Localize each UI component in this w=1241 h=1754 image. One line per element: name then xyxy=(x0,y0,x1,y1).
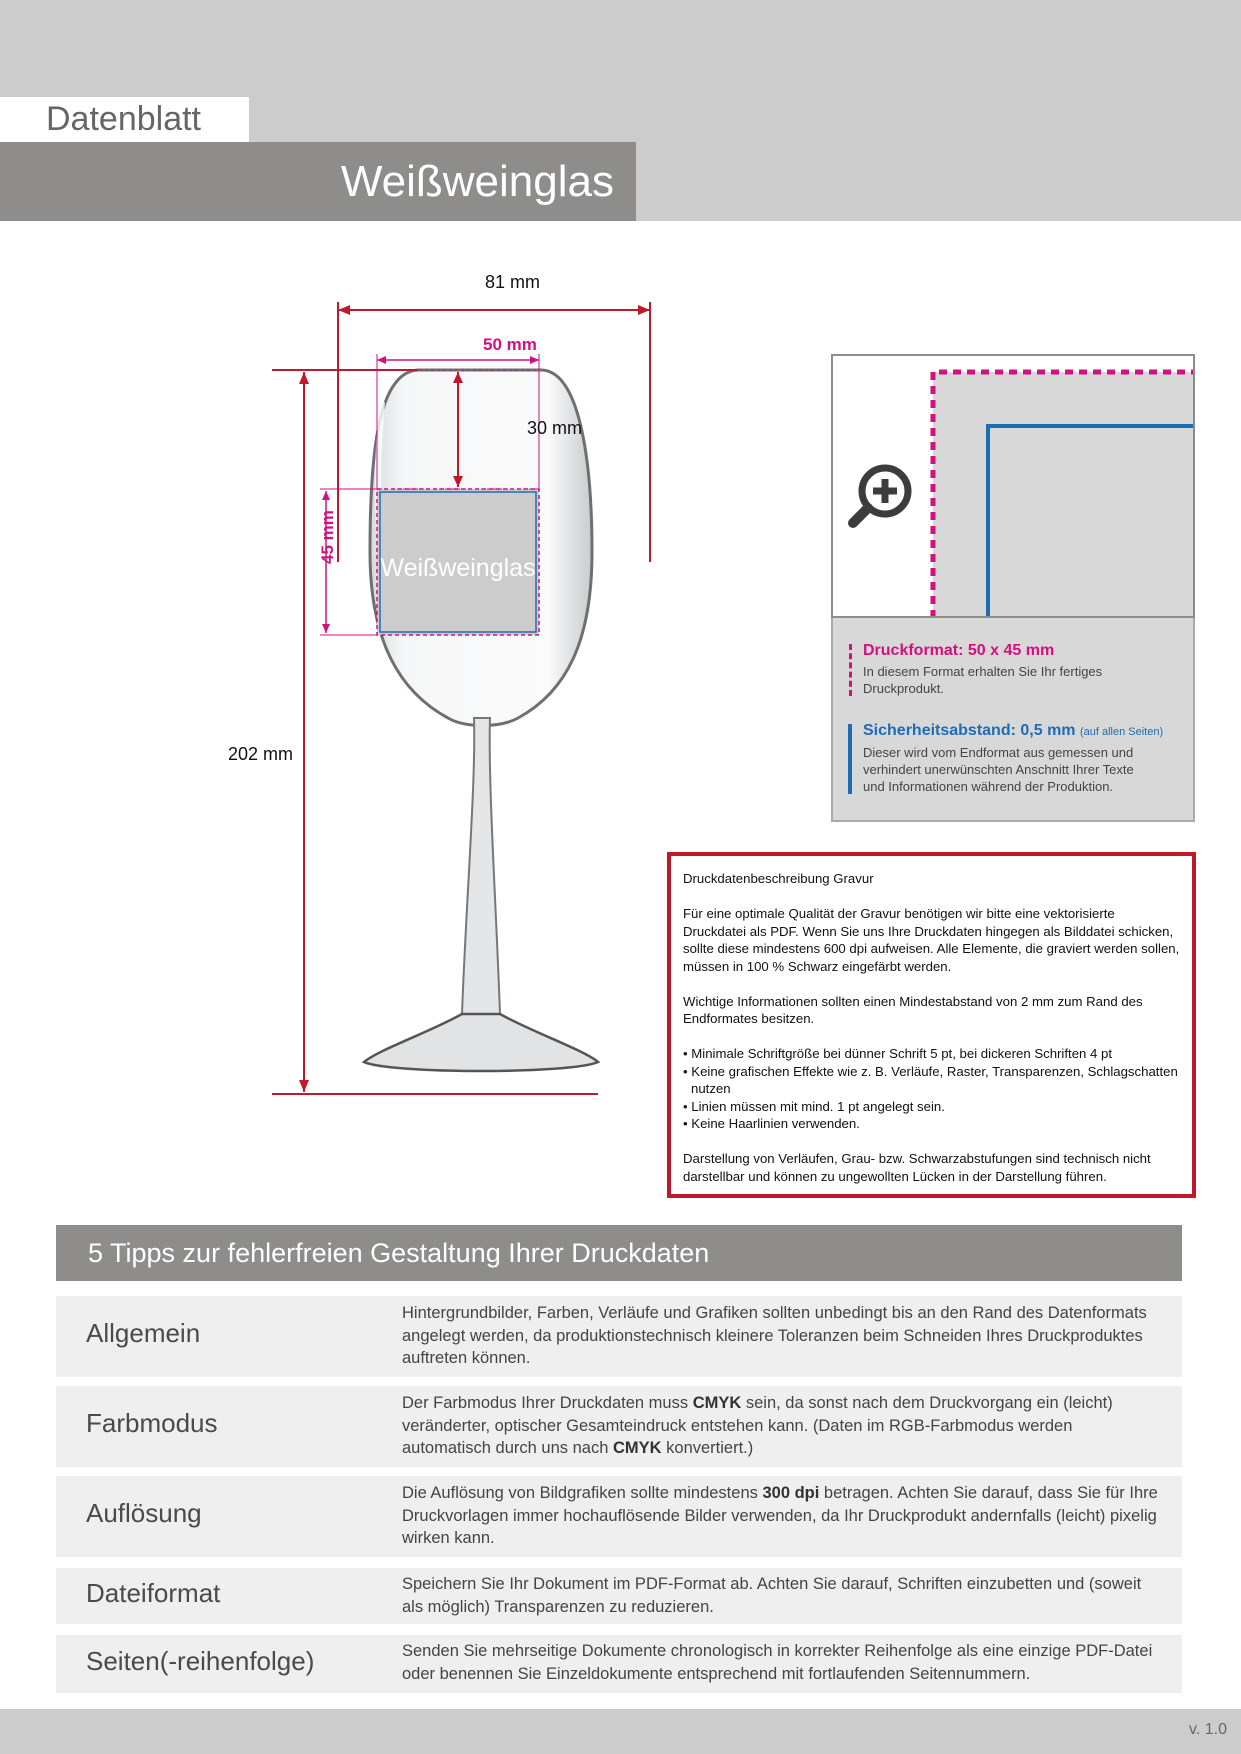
dimension-print-width: 50 mm xyxy=(483,335,537,354)
safety-marker xyxy=(848,724,852,794)
tip-text: Der Farbmodus Ihrer Druckdaten muss CMYK sein, da sonst nach dem Druckvorgang ein (leicht) veränderter, optischer Gesamteindruck entstehen kann. (Daten im RGB-Farbmodus werden automatisch durch uns nach CMYK konvertiert.) xyxy=(402,1394,1113,1457)
tip-label: Seiten(-reihenfolge) xyxy=(86,1646,315,1676)
safety-title: Sicherheitsabstand: 0,5 mm xyxy=(863,722,1076,739)
tip-row-farbmodus xyxy=(56,1386,1182,1467)
gravur-paragraph-1: Für eine optimale Qualität der Gravur benötigen wir bitte eine vektorisierte Druckdatei als PDF. Wenn Sie uns Ihre Druckdaten hingegen als Bilddatei schicken, sollte diese mindestens 600 dpi aufweisen. Alle Elemente, die graviert werden sollen, müssen in 100 % Schwarz eingefärbt werden. xyxy=(683,906,1180,974)
dimension-total-height: 202 mm xyxy=(228,744,294,764)
version-label: v. 1.0 xyxy=(1189,1721,1227,1738)
gravur-title: Druckdatenbeschreibung Gravur xyxy=(683,871,874,886)
format-text-1: In diesem Format erhalten Sie Ihr fertiges xyxy=(863,664,1103,679)
safety-note: (auf allen Seiten) xyxy=(1079,726,1164,738)
dimension-width-total: 81 mm xyxy=(485,272,541,292)
safety-text-2: verhindert unerwünschten Anschnitt Ihrer Texte xyxy=(863,762,1134,777)
tip-label: Dateiformat xyxy=(86,1578,221,1608)
safety-title-line xyxy=(863,722,1163,740)
tip-text: Die Auflösung von Bildgrafiken sollte mindestens 300 dpi betragen. Achten Sie darauf, dass Sie für Ihre Druckvorlagen immer hochauflösende Bilder verwenden, da Ihr Druckprodukt andernfalls (leicht) pixelig wirken kann. xyxy=(402,1484,1158,1547)
safety-text-3: und Informationen während der Produktion. xyxy=(863,779,1114,794)
format-text-2: Druckprodukt. xyxy=(863,681,944,696)
glass-stem xyxy=(462,718,500,1014)
glass-foot xyxy=(364,1014,598,1071)
format-title: Druckformat: 50 x 45 mm xyxy=(863,642,1055,659)
safety-text-1: Dieser wird vom Endformat aus gemessen und xyxy=(863,745,1134,760)
gravur-bullet: • Linien müssen mit mind. 1 pt angelegt sein. xyxy=(683,1098,945,1114)
dimension-top-offset: 30 mm xyxy=(527,418,583,438)
tips-header: 5 Tipps zur fehlerfreien Gestaltung Ihrer Druckdaten xyxy=(56,1225,1182,1281)
gravur-bullet: • Keine grafischen Effekte wie z. B. Verläufe, Raster, Transparenzen, Schlagschatten nutzen xyxy=(683,1063,1178,1096)
tip-label: Allgemein xyxy=(86,1318,201,1348)
gravur-bullet: • Minimale Schriftgröße bei dünner Schrift 5 pt, bei dickeren Schriften 4 pt xyxy=(683,1046,1113,1061)
title-bar xyxy=(0,142,636,221)
zoom-detail-graphic xyxy=(833,356,1193,616)
zoom-detail-box xyxy=(831,354,1195,618)
tip-row-dateiformat xyxy=(56,1568,1182,1624)
page-title: Weißweinglas xyxy=(340,157,614,206)
gravur-bullet-list xyxy=(683,1045,1180,1133)
tip-text: Speichern Sie Ihr Dokument im PDF-Format ab. Achten Sie darauf, Schriften einzubetten und (soweit als möglich) Transparenzen zu reduzieren. xyxy=(402,1575,1142,1616)
zoom-in-icon xyxy=(853,468,908,523)
print-area-label: Weißweinglas xyxy=(380,554,536,582)
gravur-description-box xyxy=(667,852,1196,1198)
tip-label: Auflösung xyxy=(86,1498,202,1528)
gravur-paragraph-2: Wichtige Informationen sollten einen Mindestabstand von 2 mm zum Rand des Endformates besitzen. xyxy=(683,993,1143,1026)
tip-text: Senden Sie mehrseitige Dokumente chronologisch in korrekter Reihenfolge als eine einzige PDF-Datei oder benennen Sie Einzeldokumente entsprechend mit fortlaufenden Seitennummern. xyxy=(402,1642,1153,1683)
tip-row-allgemein xyxy=(56,1296,1182,1377)
format-legend xyxy=(831,618,1195,822)
gravur-bullet: • Keine Haarlinien verwenden. xyxy=(683,1116,860,1131)
datenblatt-label: Datenblatt xyxy=(0,97,249,142)
glass-diagram xyxy=(200,262,680,1108)
footer-band xyxy=(0,1709,1241,1754)
tip-label: Farbmodus xyxy=(86,1408,218,1438)
format-marker xyxy=(849,644,852,696)
dimension-print-height: 45 mm xyxy=(318,510,337,564)
tip-row-seiten xyxy=(56,1635,1182,1693)
tip-text: Hintergrundbilder, Farben, Verläufe und Grafiken sollten unbedingt bis an den Rand des Datenformats angelegt werden, da produktionstechnisch kleinere Toleranzen beim Schneiden Ihres Druckproduktes auftreten können. xyxy=(402,1304,1147,1367)
gravur-paragraph-3: Darstellung von Verläufen, Grau- bzw. Schwarzabstufungen sind technisch nicht darstellbar und können zu ungewollten Lücken in der Darstellung führen. xyxy=(683,1151,1151,1184)
tip-row-aufloesung xyxy=(56,1476,1182,1557)
